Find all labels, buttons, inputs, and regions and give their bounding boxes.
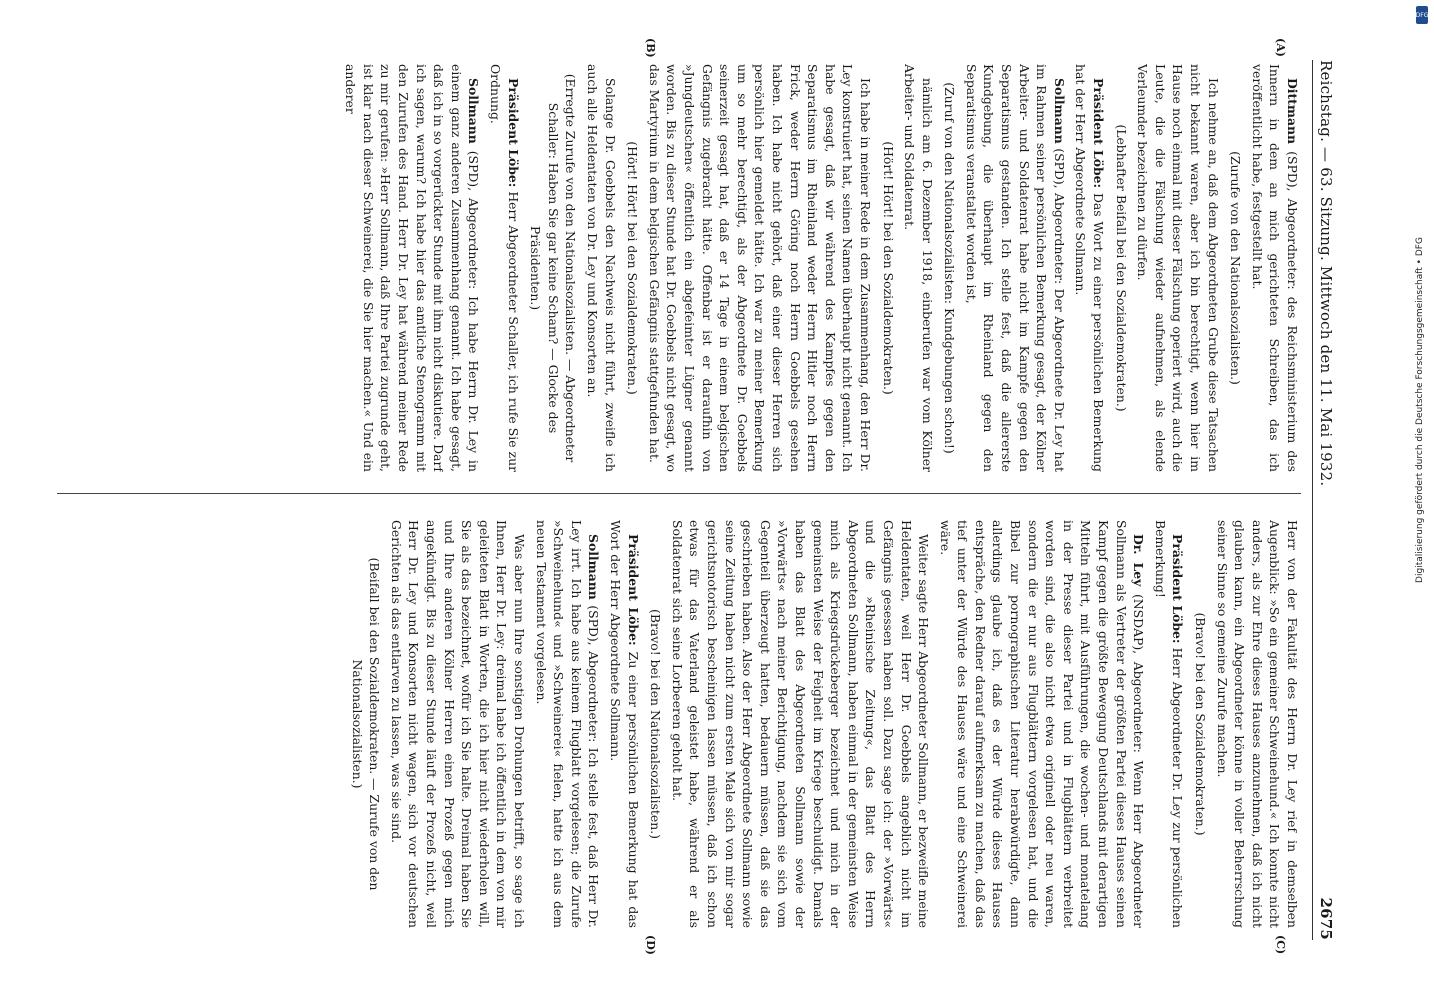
interjection: [527, 64, 580, 472]
paragraph-text: Herr von der Fakultät des Herrn Dr. Ley rief in demselben Augenblick: »So ein gemeiner Schweinehund.« Ich konnte nicht anders, als zur Ehre dieses Hauses anzunehmen, daß ich nicht glauben kann, ein Abgeordneter könne in voller Beherrschung seiner Sinne so gemeine Zurufe machen.: [1214, 520, 1300, 928]
speaker-name: Sollmann: [466, 78, 482, 144]
paragraph-text: (SPD), Abgeordneter: des Reichsministerium des Innern in dem an mich gerichteten Schreiben, das ich veröffentlicht habe, festgestellt hat.: [1249, 64, 1300, 472]
paragraph-text: Solange Dr. Goebbels den Nachweis nicht führt, zweifle ich auch alle Heldentaten von Dr. Ley und Konsorten an.: [585, 64, 618, 472]
speaker-name: Präsident Löbe:: [1170, 534, 1186, 644]
speaker-name: Sollmann: [586, 534, 602, 600]
paragraph-text: Was aber nun Ihre sonstigen Drohungen betrifft, so sage ich Ihnen, Herr Dr. Ley: dreimal habe ich öffentlich in dem von mir geleiteten Blatt in Worten, die ich hier nicht wiederholen will, Sie als das bezeichnet, wofür ich Sie halte. Dreimal haben Sie und Ihre anderen Kölner Herren einen Prozeß gegen mich angekündigt. Bis zu dieser Stunde läuft der Prozeß nicht, weil Herr Dr. Ley und Konsorten nicht wagen, sich vor deutschen Gerichten als das entlarven zu lassen, was sie sind.: [388, 520, 528, 928]
speech-paragraph: [606, 520, 641, 928]
page-number: 2675: [1317, 897, 1335, 940]
speaker-name: Sollmann: [1051, 78, 1067, 144]
margin-letter-a: (A): [1274, 38, 1287, 57]
paragraph-text: (SPD), Abgeordneter: Der Abgeordnete Dr. Ley hat im Rahmen seiner persönlichen Bemerkung gesagt, der Kölner Arbeiter- und Soldatenrat habe nicht im Kampfe gegen den Separatismus gestanden. Ich stelle fest, daß die allererste Kundgebung, die überhaupt im Rheinland gegen den Separatismus veranstaltet worden ist,: [963, 64, 1067, 472]
page-header: [1312, 60, 1343, 940]
paragraph-text: (Zuruf von den Nationalsozialisten: Kundgebungen schon!): [942, 82, 958, 454]
left-column: [57, 64, 1301, 472]
text-paragraph: [901, 64, 936, 472]
speaker-name: Präsident Löbe:: [505, 78, 521, 188]
interjection: [941, 64, 959, 472]
speech-paragraph: [936, 520, 1147, 928]
paragraph-text: (Bravo! bei den Nationalsozialisten.): [648, 609, 664, 839]
paragraph-text: Ich nehme an, daß dem Abgeordneten Grube diese Tatsachen nicht bekannt waren, aber ich bin berechtigt, wenn hier im Hause noch einmal mit dieser Fälschung operiert wird, auch die Leute, die die Fälschung wieder aufnehmen, als elende Verleumder bezeichnen zu dürfen.: [1135, 64, 1221, 472]
text-paragraph: [583, 64, 618, 472]
text-paragraph: [645, 64, 874, 472]
paragraph-text: (SPD), Abgeordneter: Ich stelle fest, daß Herr Dr. Ley irrt. Ich habe aus keinem Flugblatt vorgelesen; die Zurufe »Schweinehund« und »Schweinerei« fielen, hatte ich aus dem neuen Testament vorgelesen.: [533, 520, 602, 928]
margin-letter-d: (D): [644, 935, 657, 955]
dfg-logo-text: DFG: [1415, 11, 1429, 19]
paragraph-text: (Bravo! bei den Sozialdemokraten.): [1193, 612, 1209, 836]
digitization-credit: [1413, 30, 1427, 790]
paragraph-text: (Erregte Zurufe von den Nationalsozialisten. — Abgeordneter Schaller: Haben Sie gar keine Scham? — Glocke des Präsidenten.): [528, 73, 579, 463]
speech-paragraph: [1151, 520, 1186, 928]
paragraph-text: Zu einer persönlichen Bemerkung hat das Wort der Herr Abgeordnete Sollmann.: [608, 520, 641, 928]
paragraph-text: (Hört! Hört! bei den Sozialdemokraten.): [625, 141, 641, 395]
margin-letter-b: (B): [644, 38, 657, 58]
speaker-name: Dittmann: [1285, 78, 1300, 145]
speaker-name: Dr. Ley: [1131, 534, 1147, 587]
interjection: [1191, 520, 1209, 928]
text-paragraph: [1134, 64, 1222, 472]
dfg-logo: [1416, 6, 1428, 24]
credit-text: Digitalisierung gefördert durch die Deutsche Forschungsgemeinschaft • DFG: [1415, 237, 1425, 583]
speech-paragraph: [486, 64, 521, 472]
paragraph-text: nämlich am 6. Dezember 1918, einberufen war vom Kölner Arbeiter- und Soldatenrat.: [902, 64, 935, 472]
rotated-document-page: [37, 30, 1357, 970]
text-paragraph: [668, 520, 932, 928]
interjection: [1112, 64, 1130, 472]
paragraph-text: (Hört! Hört! bei den Sozialdemokraten.): [880, 141, 896, 395]
right-column: [57, 520, 1301, 928]
paragraph-text: Herr Abgeordneter Schaller, ich rufe Sie zur Ordnung.: [488, 64, 521, 472]
interjection: [1227, 64, 1245, 472]
paragraph-text: Weiter sagte Herr Abgeordneter Sollmann, er bezweifle meine Heldentaten, weil Herr Dr. Goebbels angeblich nicht im Gefängnis gesessen haben soll. Dazu sage ich: der »Vorwärts« und die »Rheinische Zeitung«, das Blatt des Herrn Abgeordneten Sollmann, haben einmal in der gemeinsten Weise mich als Kriegsdrückeberger bezeichnet und mich in der gemeinsten Weise der Feigheit im Kriege beschuldigt. Damals haben das Blatt des Abgeordneten Sollmann sowie der »Vorwärts« nach meiner Berichtigung, nachdem sie sich vom Gegenteil überzeugt hatten, bedauern müssen, daß sie das geschrieben haben. Also der Herr Abgeordnete Sollmann sowie seine Zeitung haben nicht zum ersten Male sich von mir sogar gerichtsnotorisch bescheinigen lassen müssen, daß ich schon etwas für das Vaterland geleistet habe, während er als Soldatenrat sich seine Lorbeeren geholt hat.: [669, 520, 932, 928]
speech-paragraph: [962, 64, 1068, 472]
speech-paragraph: [1072, 64, 1107, 472]
text-paragraph: [1213, 520, 1301, 928]
paragraph-text: Ich habe in meiner Rede in dem Zusammenhang, den Herr Dr. Ley konstruiert hat, seinen Namen überhaupt nicht genannt. Ich habe gesagt, daß wir während des Kampfes gegen den Separatismus im Rheinland weder Herrn Hitler noch Herrn Frick, weder Herrn Göring noch Herrn Goebbels gesehen haben. Ich habe nicht gehört, daß einer dieser Herren sich persönlich hier gemeldet hätte. Ich war zu meiner Bemerkung um so mehr berechtigt, als der Abgeordnete Dr. Goebbels seinerzeit gesagt hat, daß er 14 Tage in einem belgischen Gefängnis zugebracht hätte. Offenbar ist er daraufhin von »Jungdeutschen« öffentlich ein abgefeimter Lügner genannt worden. Bis zu dieser Stunde hat Dr. Goebbels nicht gesagt, wo das Martyrium in dem belgischen Gefängnis stattgefunden hat.: [646, 64, 873, 472]
paragraph-text: Herr Abgeordneter Dr. Ley zur persönlichen Bemerkung!: [1152, 520, 1186, 928]
speech-paragraph: [342, 64, 483, 472]
paragraph-text: (NSDAP), Abgeordneter: Wenn Herr Abgeordneter Sollmann als Vertreter der größten Partei dieses Hauses seinen Kampf gegen die größte Bewegung Deutschlands mit derartigen Mitteln führt, mit Ausführungen, die wochen- und monatelang in der Presse dieser Partei und in Flugblättern verbreitet worden sind, die also nicht etwa originell oder neu waren, sondern die er nur aus Flugblättern vorgelesen hat, und die Bibel zur pornographischen Literatur herabwürdigte, dann allerdings glaube ich, daß es der Würde dieses Hauses entspräche, den Redner darauf aufmerksam zu machen, daß das tief unter der Würde des Hauses wäre und eine Schweinerei wäre.: [937, 520, 1147, 928]
text-paragraph: [387, 520, 528, 928]
interjection: [879, 64, 897, 472]
header-title: Reichstag. — 63. Sitzung. Mittwoch den 11. Mai 1932.: [1317, 60, 1335, 487]
paragraph-text: (SPD), Abgeordneter: Ich habe Herrn Dr. Ley in einem ganz anderen Zusammenhang genannt. Ich habe gesagt, daß ich in so vorgerückter Stunde mit ihm nicht diskutiere. Darf ich sagen, warum? Ich habe hier das amtliche Stenogramm mit den Zurufen des Hand. Herr Dr. Ley hat während meiner Rede zu mir gerufen: »Herr Sollmann, daß Ihre Partei zugrunde geht, ist klar nach dieser Schweinerei, die Sie hier machen.« Und ein anderer: [343, 64, 482, 472]
paragraph-text: (Zurufe von den Nationalsozialisten.): [1228, 151, 1244, 385]
margin-letter-c: (C): [1274, 935, 1287, 955]
speaker-name: Präsident Löbe:: [625, 534, 641, 646]
column-divider: [57, 493, 1301, 494]
paragraph-text: Das Wort zu einer persönlichen Bemerkung hat der Herr Abgeordnete Sollmann.: [1073, 64, 1107, 472]
interjection: [624, 64, 642, 472]
paragraph-text: (Beifall bei den Sozialdemokraten. — Zurufe von den Nationalsozialisten.): [349, 557, 383, 891]
interjection: [647, 520, 665, 928]
paragraph-text: (Lebhafter Beifall bei den Sozialdemokraten.): [1113, 124, 1129, 412]
speaker-name: Präsident Löbe:: [1091, 78, 1107, 189]
speech-paragraph: [532, 520, 602, 928]
interjection: [348, 520, 383, 928]
speech-paragraph: [1248, 64, 1301, 472]
